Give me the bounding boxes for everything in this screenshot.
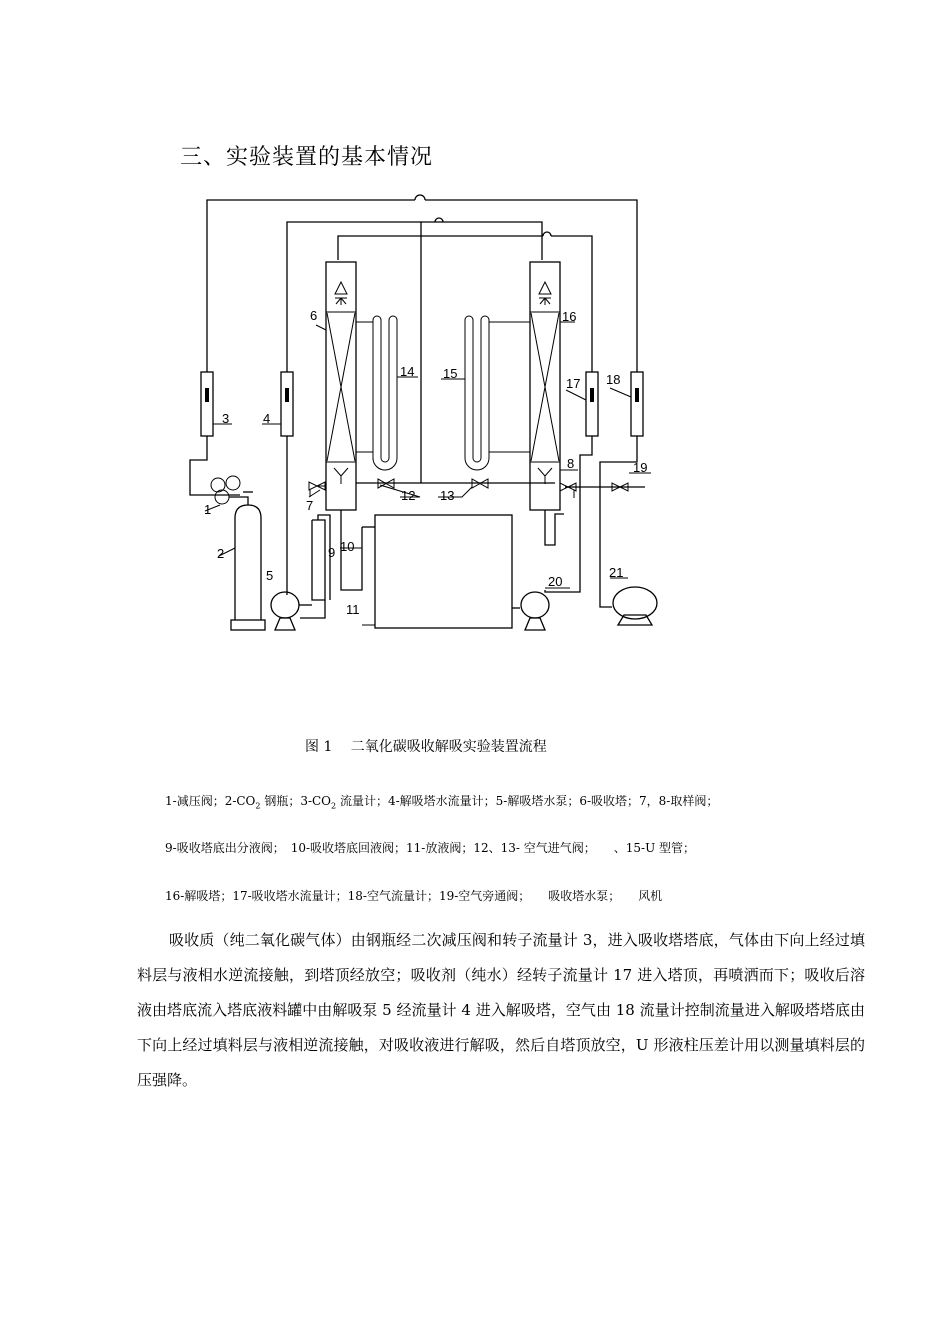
label-5: 5 xyxy=(266,568,274,583)
stripper-column xyxy=(530,262,564,545)
label-1: 1 xyxy=(204,502,212,517)
label-17: 17 xyxy=(566,376,581,391)
body-paragraph: 吸收质（纯二氧化碳气体）由钢瓶经二次减压阀和转子流量计 3，进入吸收塔塔底，气体由下向上经过填料层与液相水逆流接触，到塔顶经放空；吸收剂（纯水）经转子流量计 17 进入塔顶，再喷洒而下；吸收后溶液由塔底流入塔底液料罐中由解吸泵 5 经流量计 4 进入解吸塔，空气由 18 流量计控制流量进入解吸塔塔底由下向上经过填料层与液相逆流接触，对吸收液进行解吸，然后自塔顶放空，U 形液柱压差计用以测量填料层的压强降。 xyxy=(137,931,865,1089)
co2-cylinder xyxy=(231,505,265,630)
label-10: 10 xyxy=(340,539,355,554)
valve-8 xyxy=(560,483,576,498)
label-3: 3 xyxy=(222,411,230,426)
label-4: 4 xyxy=(263,411,271,426)
bottom-piping xyxy=(190,436,648,618)
label-19: 19 xyxy=(633,460,648,475)
u-tube-manometer-15 xyxy=(465,316,530,470)
label-13: 13 xyxy=(440,488,455,503)
rotameter-4 xyxy=(281,372,293,436)
label-21: 21 xyxy=(609,565,624,580)
valve-7 xyxy=(309,482,326,497)
legend-text: 1-减压阀；2-CO xyxy=(165,794,256,808)
label-11: 11 xyxy=(346,602,360,617)
top-piping xyxy=(207,195,637,483)
label-6: 6 xyxy=(310,308,318,323)
liquid-tank xyxy=(362,515,520,628)
pump-5 xyxy=(271,592,312,630)
legend-line-3: 16-解吸塔；17-吸收塔水流量计；18-空气流量计；19-空气旁通阀； 吸收塔水泵； 风机 xyxy=(165,889,663,903)
label-2: 2 xyxy=(217,546,225,561)
label-12: 12 xyxy=(401,488,416,503)
label-16: 16 xyxy=(562,309,577,324)
rotameter-17 xyxy=(586,372,598,436)
u-tube-manometer-14 xyxy=(356,316,397,470)
figure-caption: 图 1 二氧化碳吸收解吸实验装置流程 xyxy=(305,739,547,755)
pressure-reducing-valve xyxy=(211,476,253,505)
label-8: 8 xyxy=(567,456,575,471)
label-7: 7 xyxy=(306,498,314,513)
label-9: 9 xyxy=(328,545,336,560)
label-14: 14 xyxy=(400,364,415,379)
label-15: 15 xyxy=(443,366,458,381)
legend-text: 钢瓶；3-CO xyxy=(260,794,332,808)
label-20: 20 xyxy=(548,574,563,589)
rotameter-3 xyxy=(201,372,213,436)
legend-line-2: 9-吸收塔底出分液阀； 10-吸收塔底回液阀；11-放液阀；12、13- 空气进气阀； 、15-U 型管； xyxy=(165,841,696,855)
legend-line-1 xyxy=(165,792,718,810)
section-heading: 三、实验装置的基本情况 xyxy=(180,145,434,170)
rotameter-18 xyxy=(631,372,643,436)
legend-subscript: 2 xyxy=(255,801,261,811)
pump-20 xyxy=(521,592,549,630)
label-18: 18 xyxy=(606,372,621,387)
legend-subscript: 2 xyxy=(331,801,337,811)
absorber-column xyxy=(326,262,356,510)
legend-text: 流量计；4-解吸塔水流量计；5-解吸塔水泵；6-吸收塔；7，8-取样阀； xyxy=(336,794,719,808)
blower-21 xyxy=(613,587,657,625)
